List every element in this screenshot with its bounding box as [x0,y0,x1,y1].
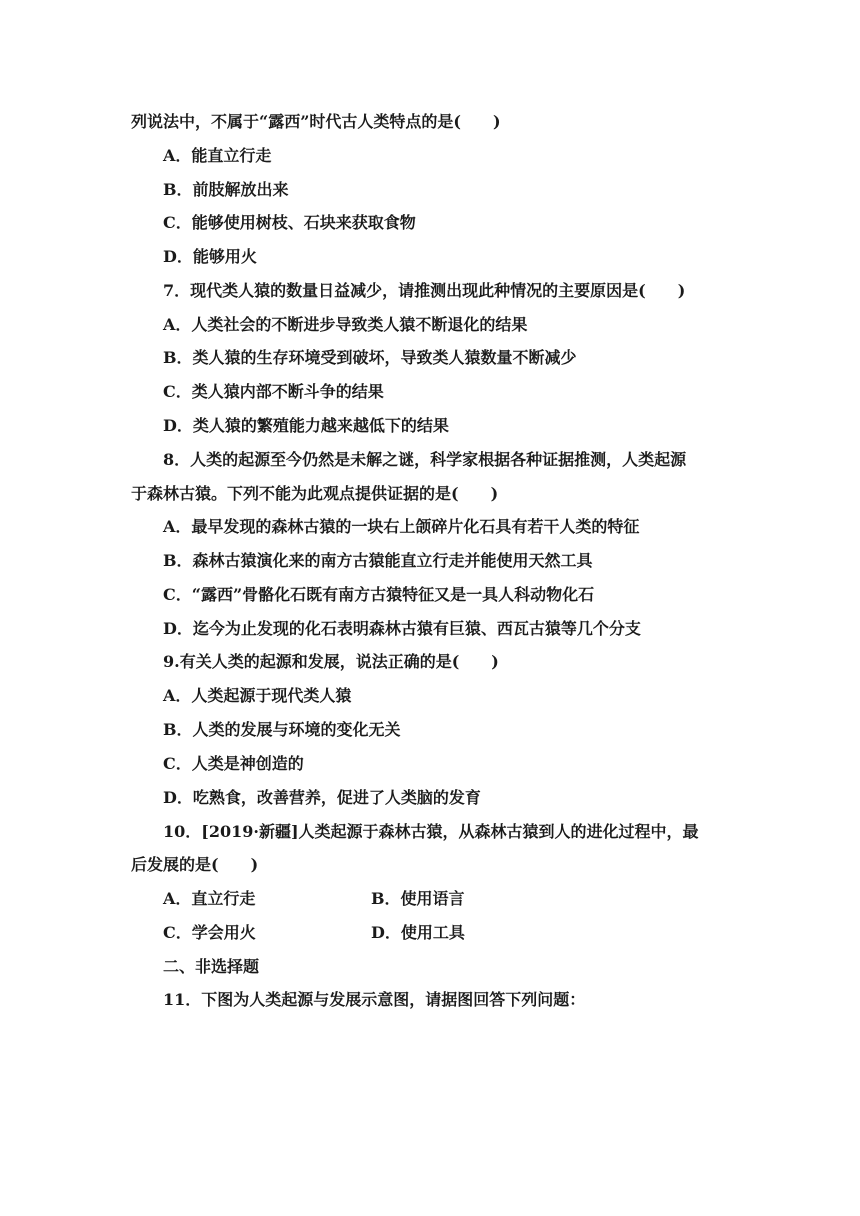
question-10-line-1: 10．[2019·新疆]人类起源于森林古猿，从森林古猿到人的进化过程中，最 [163,822,699,841]
question-9-option-a: A．人类起源于现代类人猿 [163,686,352,705]
question-10-option-d: D．使用工具 [371,923,465,942]
question-8-line-1: 8．人类的起源至今仍然是未解之谜，科学家根据各种证据推测，人类起源 [163,450,687,469]
question-6-option-b: B．前肢解放出来 [163,180,289,199]
question-11: 11．下图为人类起源与发展示意图，请据图回答下列问题： [163,990,586,1009]
question-7-option-a: A．人类社会的不断进步导致类人猿不断退化的结果 [163,315,528,334]
question-8-option-b: B．森林古猿演化来的南方古猿能直立行走并能使用天然工具 [163,551,593,570]
question-10-option-c: C．学会用火 [163,923,256,942]
question-6-option-d: D．能够用火 [163,247,257,266]
question-9: 9.有关人类的起源和发展，说法正确的是( ) [163,652,499,671]
question-6-option-c: C．能够使用树枝、石块来获取食物 [163,213,416,232]
question-8-option-a: A．最早发现的森林古猿的一块右上颌碎片化石具有若干人类的特征 [163,517,640,536]
question-10-line-2: 后发展的是( ) [131,855,259,874]
question-9-option-c: C．人类是神创造的 [163,754,304,773]
question-7-option-d: D．类人猿的繁殖能力越来越低下的结果 [163,416,449,435]
question-6-continuation: 列说法中，不属于“露西”时代古人类特点的是( ) [131,112,501,131]
question-10-option-b: B．使用语言 [371,889,465,908]
question-7: 7．现代类人猿的数量日益减少，请推测出现此种情况的主要原因是( ) [163,281,686,300]
question-8-line-2: 于森林古猿。下列不能为此观点提供证据的是( ) [131,484,499,503]
question-10-option-a: A．直立行走 [163,889,256,908]
question-8-option-d: D．迄今为止发现的化石表明森林古猿有巨猿、西瓦古猿等几个分支 [163,619,641,638]
question-8-option-c: C．“露西”骨骼化石既有南方古猿特征又是一具人科动物化石 [163,585,595,604]
question-7-option-c: C．类人猿内部不断斗争的结果 [163,382,384,401]
section-heading-non-choice: 二、非选择题 [163,957,260,976]
question-9-option-b: B．人类的发展与环境的变化无关 [163,720,401,739]
question-9-option-d: D．吃熟食，改善营养，促进了人类脑的发育 [163,788,481,807]
question-7-option-b: B．类人猿的生存环境受到破坏，导致类人猿数量不断减少 [163,348,577,367]
question-6-option-a: A．能直立行走 [163,146,272,165]
